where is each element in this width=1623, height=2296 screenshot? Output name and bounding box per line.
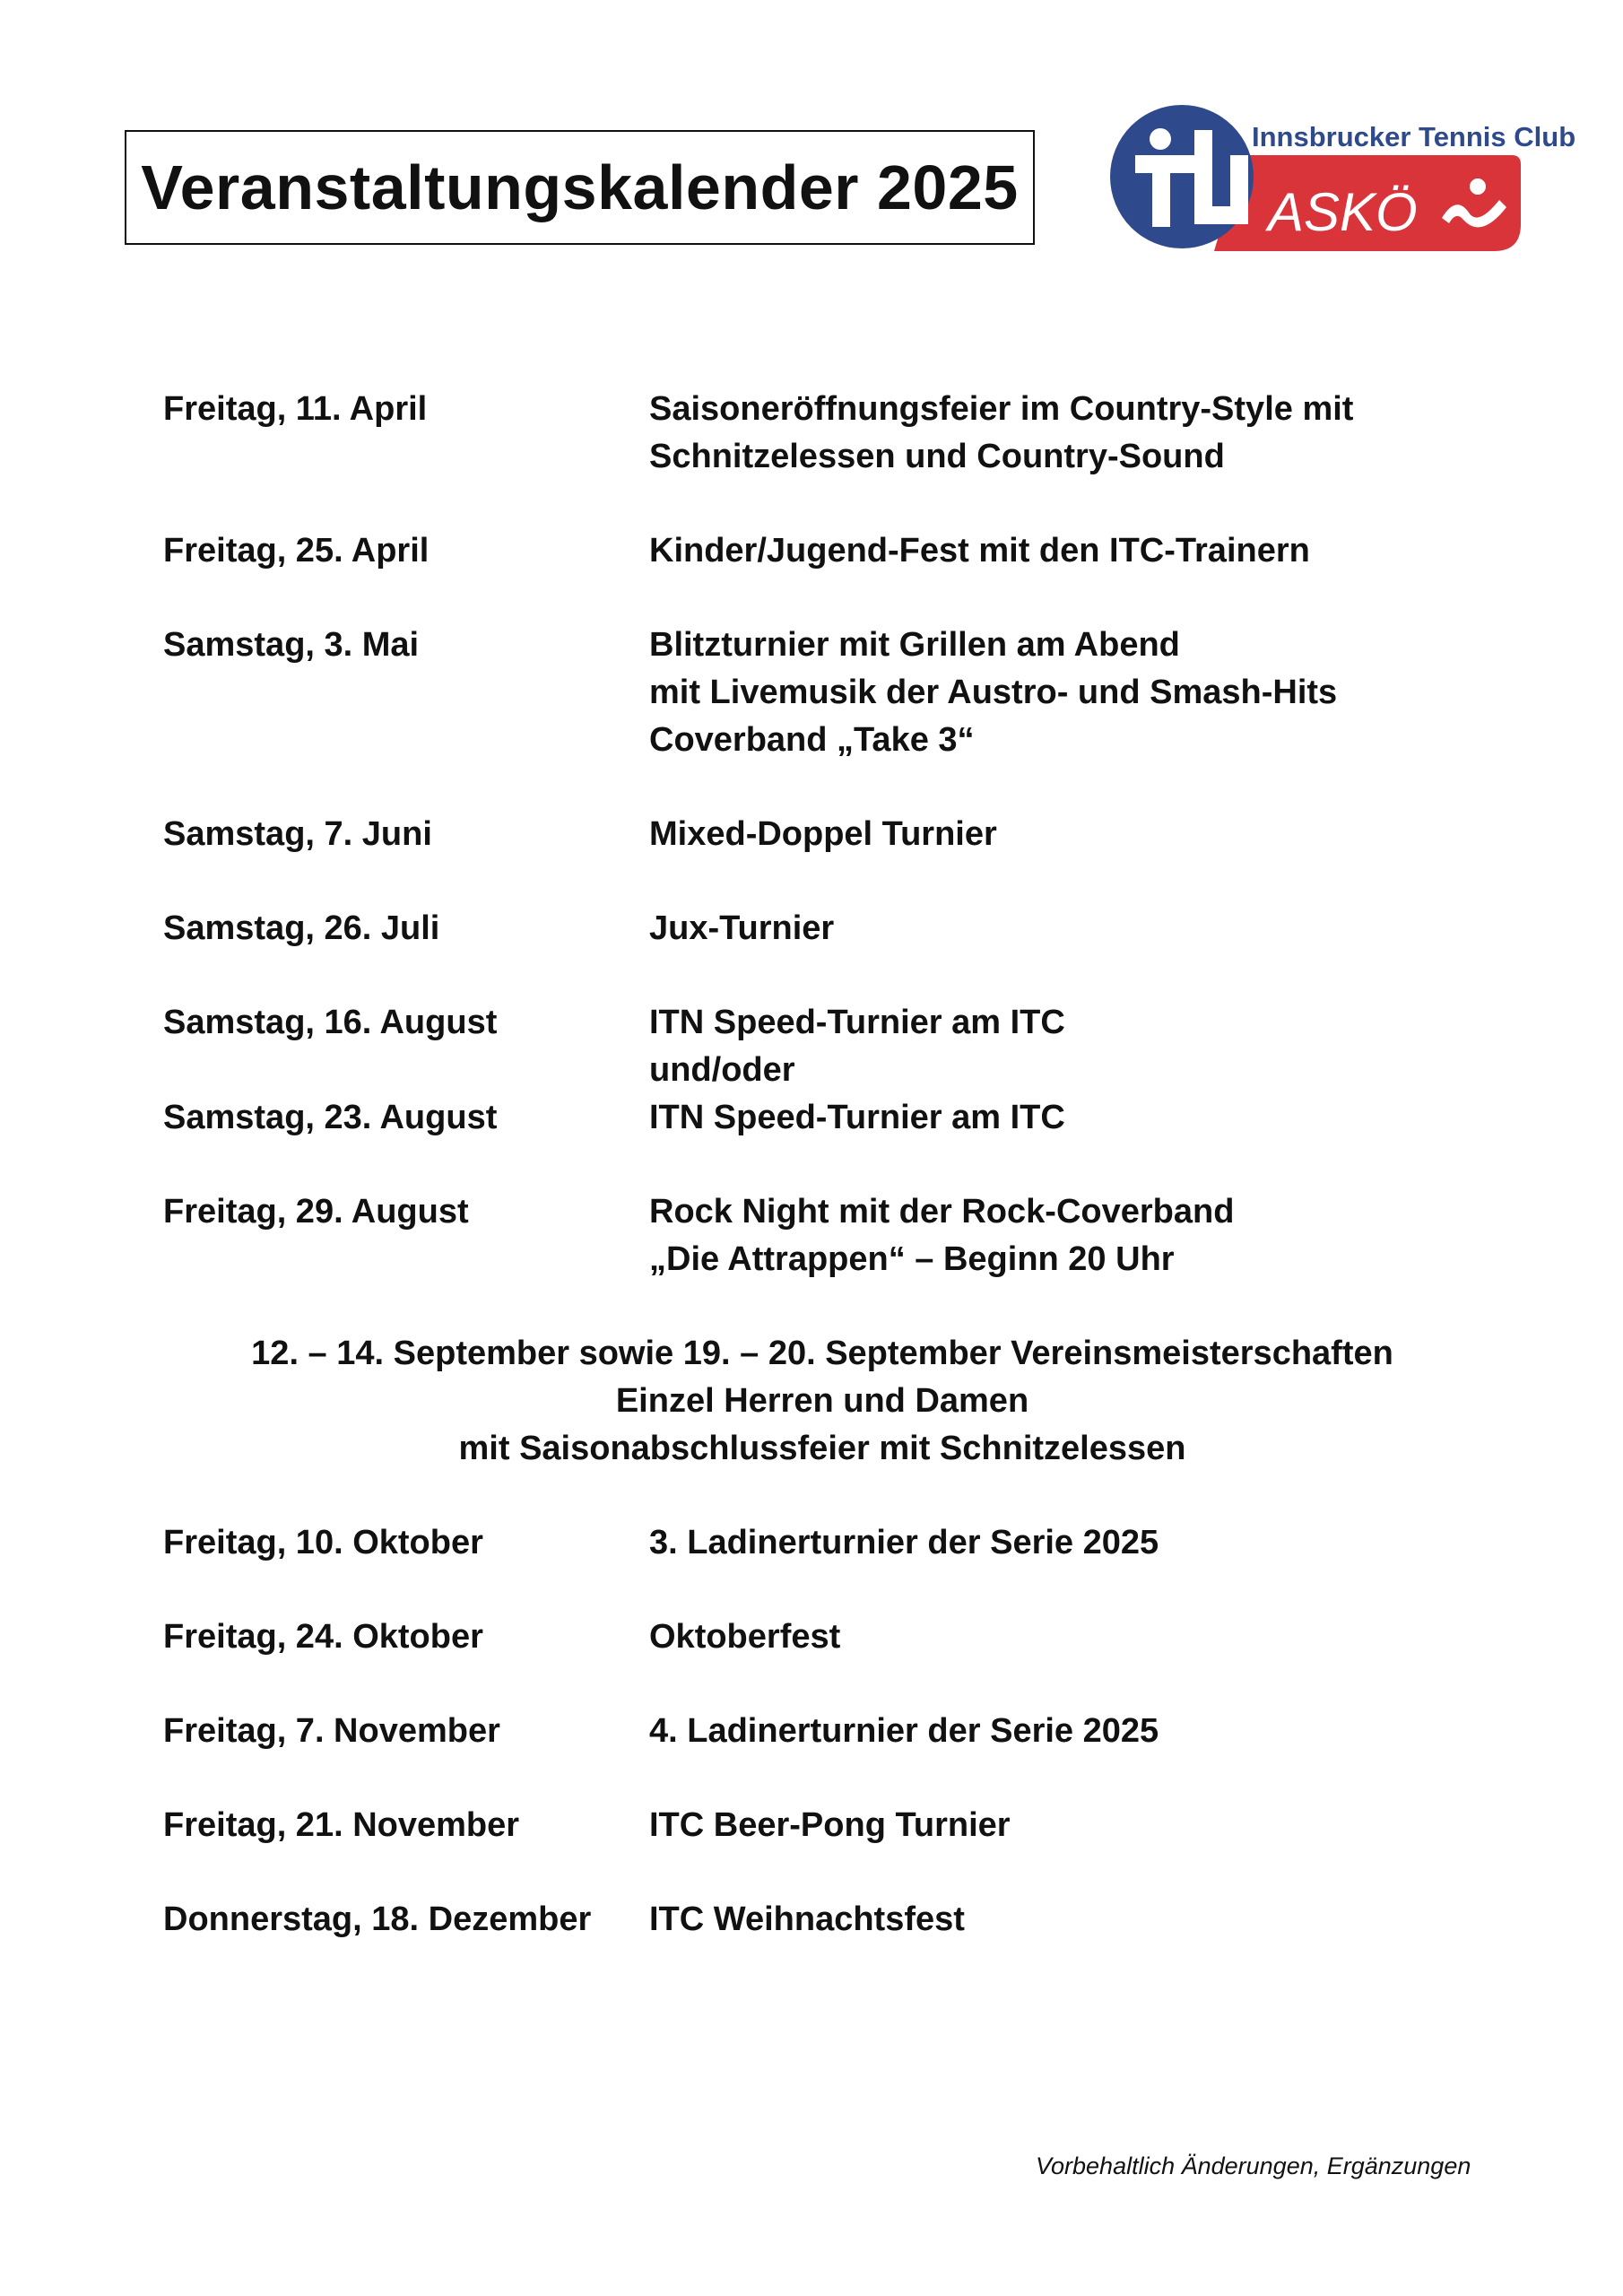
- event-description: ITN Speed-Turnier am ITC: [649, 1099, 1065, 1136]
- event-row: [163, 622, 1508, 764]
- event-date: Samstag, 23. August: [163, 1099, 498, 1136]
- event-date: Freitag, 7. November: [163, 1712, 500, 1750]
- event-row: [163, 1708, 1508, 1755]
- event-description: Rock Night mit der Rock-Coverband „Die Attrappen“ – Beginn 20 Uhr: [649, 1193, 1235, 1278]
- event-row: [163, 999, 1508, 1094]
- championship-line: 12. – 14. September sowie 19. – 20. September Vereinsmeisterschaften: [251, 1335, 1393, 1372]
- event-description: ITN Speed-Turnier am ITC und/oder: [649, 1004, 1065, 1089]
- club-logo: [1108, 103, 1576, 251]
- event-description: Oktoberfest: [649, 1618, 841, 1656]
- event-date: Freitag, 24. Oktober: [163, 1618, 483, 1656]
- event-description: Saisoneröffnungsfeier im Country-Style mit Schnitzelessen und Country-Sound: [649, 390, 1354, 475]
- event-date: Samstag, 26. Juli: [163, 909, 440, 947]
- event-row: [163, 1802, 1508, 1849]
- event-row: [163, 1094, 1508, 1142]
- event-description: 3. Ladinerturnier der Serie 2025: [649, 1524, 1159, 1561]
- event-description: ITC Beer-Pong Turnier: [649, 1806, 1011, 1844]
- events-list: [163, 386, 1508, 1990]
- event-date: Freitag, 29. August: [163, 1193, 469, 1231]
- event-date: Freitag, 10. Oktober: [163, 1524, 483, 1561]
- logo-association: ASKÖ: [1268, 182, 1418, 242]
- event-row: [163, 905, 1508, 952]
- event-date: Samstag, 3. Mai: [163, 626, 420, 664]
- title-box: [125, 130, 1035, 245]
- championship-line: mit Saisonabschlussfeier mit Schnitzelessen: [458, 1430, 1186, 1467]
- event-date: Freitag, 21. November: [163, 1806, 520, 1844]
- event-date: Donnerstag, 18. Dezember: [163, 1900, 592, 1938]
- event-description: Kinder/Jugend-Fest mit den ITC-Trainern: [649, 532, 1310, 570]
- event-description: Mixed-Doppel Turnier: [649, 815, 997, 853]
- event-description: Jux-Turnier: [649, 909, 835, 947]
- event-row: [163, 1519, 1508, 1567]
- event-row: [163, 1188, 1508, 1283]
- event-description: ITC Weihnachtsfest: [649, 1900, 965, 1938]
- event-row: [163, 811, 1508, 858]
- event-description: 4. Ladinerturnier der Serie 2025: [649, 1712, 1159, 1750]
- event-row: [163, 1896, 1508, 1944]
- event-date: Freitag, 25. April: [163, 532, 430, 570]
- event-row: [163, 1613, 1508, 1661]
- event-description: Blitzturnier mit Grillen am Abend mit Livemusik der Austro- und Smash-Hits Coverband „Take 3“: [649, 626, 1338, 759]
- event-row: [163, 527, 1508, 575]
- footer-note: Vorbehaltlich Änderungen, Ergänzungen: [1036, 2152, 1471, 2179]
- event-date: Samstag, 16. August: [163, 1004, 498, 1041]
- event-row: [163, 386, 1508, 481]
- championship-block: [136, 1330, 1508, 1473]
- event-date: Freitag, 11. April: [163, 390, 428, 428]
- logo-club-name: Innsbrucker Tennis Club: [1252, 121, 1576, 152]
- page-title: Veranstaltungskalender 2025: [141, 152, 1019, 222]
- championship-line: Einzel Herren und Damen: [615, 1382, 1029, 1420]
- event-date: Samstag, 7. Juni: [163, 815, 432, 853]
